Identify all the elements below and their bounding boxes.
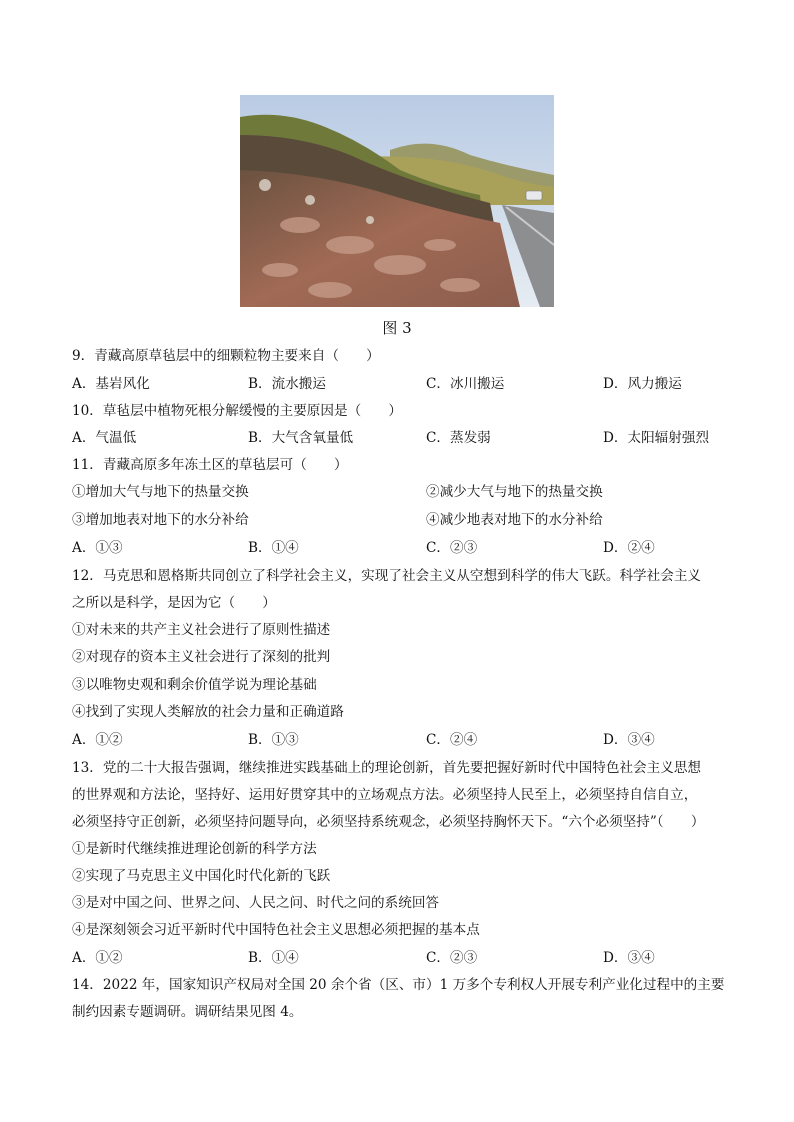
option-b: B．①③ [248, 732, 299, 748]
option-c: C．蒸发弱 [426, 430, 491, 446]
statement-4: ④减少地表对地下的水分补给 [426, 512, 603, 528]
option-a: A．气温低 [72, 430, 137, 446]
statement-2: ②对现存的资本主义社会进行了深刻的批判 [72, 649, 331, 665]
question-13-stem-line-1: 13．党的二十大报告强调，继续推进实践基础上的理论创新，首先要把握好新时代中国特色社会主义思想 [72, 760, 702, 776]
question-12-options [72, 730, 722, 750]
option-b: B．大气含氧量低 [248, 430, 354, 446]
question-10-stem: 10．草毡层中植物死根分解缓慢的主要原因是（ ） [72, 403, 402, 419]
option-d: D．风力搬运 [603, 376, 682, 392]
option-d: D．太阳辐射强烈 [603, 430, 710, 446]
soil-profile-image [240, 95, 554, 307]
option-b: B．①④ [248, 540, 299, 556]
option-c: C．②④ [426, 732, 478, 748]
statement-2: ②实现了马克思主义中国化时代化新的飞跃 [72, 868, 331, 884]
question-12-stem-line-1: 12．马克思和恩格斯共同创立了科学社会主义，实现了社会主义从空想到科学的伟大飞跃。科学社会主义 [72, 568, 702, 584]
statement-3: ③增加地表对地下的水分补给 [72, 512, 249, 528]
statement-1: ①增加大气与地下的热量交换 [72, 484, 249, 500]
statement-1: ①对未来的共产主义社会进行了原则性描述 [72, 622, 331, 638]
statement-3: ③是对中国之问、世界之问、人民之问、时代之问的系统回答 [72, 895, 440, 911]
statement-4: ④是深刻领会习近平新时代中国特色社会主义思想必须把握的基本点 [72, 922, 480, 938]
option-c: C．②③ [426, 540, 478, 556]
question-11-options [72, 538, 722, 558]
figure-caption: 图 3 [382, 319, 412, 337]
question-12-stem-line-2: 之所以是科学，是因为它（ ） [72, 595, 276, 611]
option-a: A．①② [72, 950, 123, 966]
option-d: D．②④ [603, 540, 655, 556]
statement-1: ①是新时代继续推进理论创新的科学方法 [72, 841, 317, 857]
question-11-stem: 11．青藏高原多年冻土区的草毡层可（ ） [72, 457, 348, 473]
statement-2: ②减少大气与地下的热量交换 [426, 484, 603, 500]
question-11-statements-row-2 [72, 510, 722, 530]
question-14-stem-line-1: 14．2022 年，国家知识产权局对全国 20 余个省（区、市）1 万多个专利权人开展专利产业化过程中的主要 [72, 977, 725, 993]
question-13-options [72, 948, 722, 968]
question-13-stem-line-2: 的世界观和方法论，坚持好、运用好贯穿其中的立场观点方法。必须坚持人民至上，必须坚持自信自立， [72, 787, 698, 803]
question-9-options [72, 374, 722, 394]
statement-3: ③以唯物史观和剩余价值学说为理论基础 [72, 677, 317, 693]
option-b: B．流水搬运 [248, 376, 326, 392]
question-11-statements-row-1 [72, 482, 722, 502]
option-d: D．③④ [603, 732, 655, 748]
option-a: A．①② [72, 732, 123, 748]
option-b: B．①④ [248, 950, 299, 966]
landscape-photo [240, 95, 554, 307]
option-d: D．③④ [603, 950, 655, 966]
statement-4: ④找到了实现人类解放的社会力量和正确道路 [72, 704, 344, 720]
question-14-stem-line-2: 制约因素专题调研。调研结果见图 4。 [72, 1004, 303, 1020]
question-9-stem: 9．青藏高原草毡层中的细颗粒物主要来自（ ） [72, 348, 380, 364]
option-c: C．②③ [426, 950, 478, 966]
option-a: A．①③ [72, 540, 123, 556]
option-a: A．基岩风化 [72, 376, 150, 392]
question-10-options [72, 428, 722, 448]
option-c: C．冰川搬运 [426, 376, 505, 392]
question-13-stem-line-3: 必须坚持守正创新，必须坚持问题导向，必须坚持系统观念，必须坚持胸怀天下。“六个必须坚持”（ ） [72, 814, 705, 830]
